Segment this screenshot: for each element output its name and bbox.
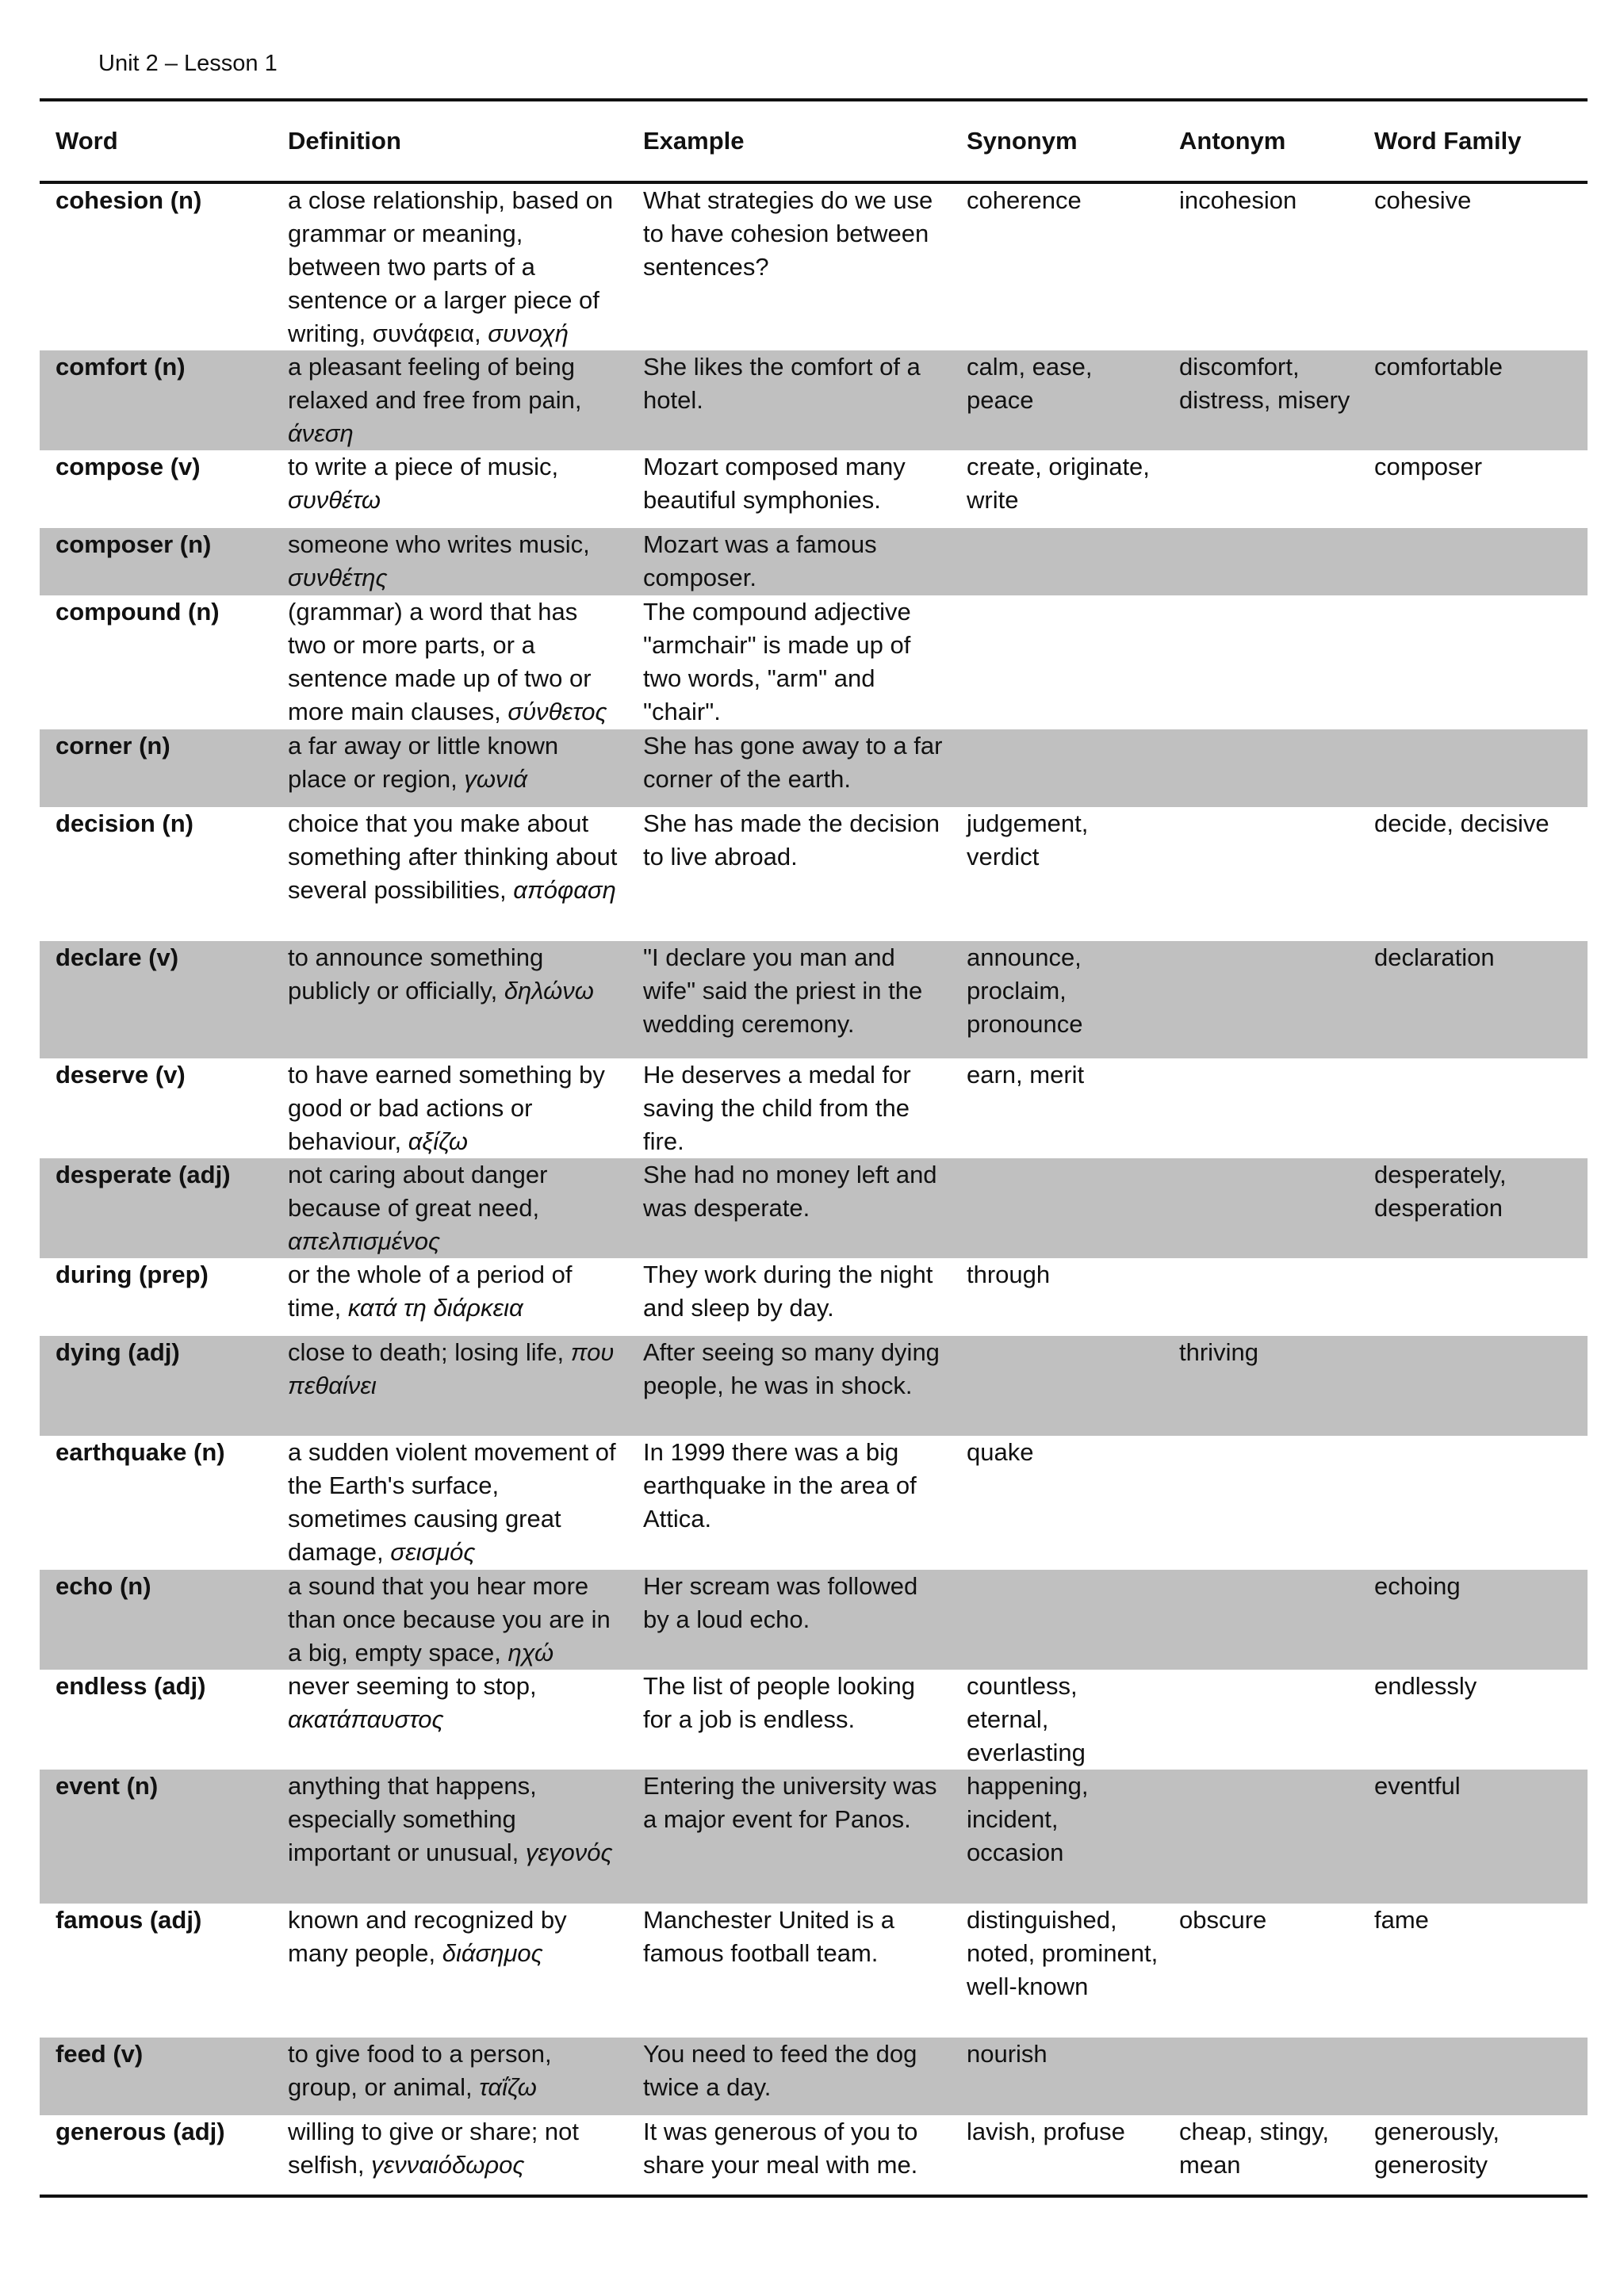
table-row	[40, 1770, 1588, 1904]
word-family-cell	[1358, 1058, 1588, 1158]
word-family-cell	[1358, 1258, 1588, 1336]
example-cell: Entering the university was a major event for Panos.	[627, 1770, 951, 1904]
page-header: Unit 2 – Lesson 1	[98, 51, 278, 76]
greek-translation: απελπισμένος	[288, 1227, 441, 1255]
synonym-cell: nourish	[951, 2038, 1163, 2115]
word-cell: during (prep)	[56, 1261, 209, 1288]
greek-translation: διάσημος	[442, 1939, 543, 1967]
antonym-cell	[1163, 1770, 1358, 1904]
vocabulary-table	[40, 98, 1588, 2198]
word-cell: desperate (adj)	[40, 1158, 272, 1258]
greek-translation: ηχώ	[508, 1639, 554, 1667]
word-cell: decision (n)	[56, 809, 193, 837]
greek-translation: ακατάπαυστος	[288, 1705, 444, 1733]
word-cell: comfort (n)	[40, 350, 272, 450]
definition-cell	[272, 182, 627, 350]
synonym-cell: coherence	[967, 186, 1082, 214]
definition-text: close to death; losing life,	[288, 1338, 565, 1366]
greek-translation: αξίζω	[408, 1127, 469, 1155]
greek-translation: σεισμός	[390, 1538, 476, 1566]
example-cell: She likes the comfort of a hotel.	[627, 350, 951, 450]
word-family-cell: comfortable	[1358, 350, 1588, 450]
example-cell: They work during the night and sleep by day.	[643, 1261, 933, 1322]
definition-cell	[272, 1570, 627, 1670]
example-cell: After seeing so many dying people, he was in shock.	[627, 1336, 951, 1436]
word-family-cell: composer	[1374, 453, 1483, 480]
table-row	[40, 1904, 1588, 2038]
column-header-word: Word	[40, 100, 272, 182]
word-family-cell: desperately, desperation	[1358, 1158, 1588, 1258]
example-cell: The list of people looking for a job is endless.	[643, 1672, 915, 1733]
definition-text: a sound that you hear more than once because you are in a big, empty space,	[288, 1572, 611, 1667]
word-family-cell	[1358, 729, 1588, 807]
definition-text: choice that you make about something after thinking about several possibilities,	[288, 809, 618, 904]
antonym-cell: obscure	[1179, 1906, 1267, 1934]
column-header-definition: Definition	[272, 100, 627, 182]
definition-text: to announce something publicly or officially,	[288, 943, 544, 1004]
greek-translation: γωνιά	[464, 765, 528, 793]
definition-text: to write a piece of music,	[288, 453, 559, 480]
synonym-cell	[951, 595, 1163, 729]
definition-cell	[272, 807, 627, 941]
synonym-cell: create, originate, write	[967, 453, 1150, 514]
word-cell: echo (n)	[40, 1570, 272, 1670]
definition-text: to give food to a person, group, or animal,	[288, 2040, 552, 2101]
example-cell: She has made the decision to live abroad.	[643, 809, 940, 871]
synonym-cell: quake	[967, 1438, 1034, 1466]
synonym-cell: distinguished, noted, prominent, well-known	[967, 1906, 1159, 2000]
definition-cell	[272, 528, 627, 595]
antonym-cell: incohesion	[1179, 186, 1297, 214]
definition-text: known and recognized by many people,	[288, 1906, 567, 1967]
synonym-cell: countless, eternal, everlasting	[967, 1672, 1086, 1766]
definition-cell	[272, 1058, 627, 1158]
example-cell: "I declare you man and wife" said the priest in the wedding ceremony.	[627, 941, 951, 1058]
synonym-cell: calm, ease, peace	[951, 350, 1163, 450]
example-cell: It was generous of you to share your meal with me.	[643, 2118, 918, 2179]
word-family-cell: fame	[1374, 1906, 1429, 1934]
example-cell: Manchester United is a famous football team.	[643, 1906, 895, 1967]
greek-translation: σύνθετος	[508, 698, 607, 725]
greek-translation: συνθέτης	[288, 564, 388, 591]
antonym-cell	[1163, 595, 1358, 729]
greek-translation: γενναιόδωρος	[371, 2151, 525, 2179]
antonym-cell	[1163, 1670, 1358, 1770]
word-cell: compose (v)	[56, 453, 201, 480]
word-cell: generous (adj)	[56, 2118, 225, 2145]
column-header-word-family: Word Family	[1358, 100, 1588, 182]
word-cell: corner (n)	[40, 729, 272, 807]
synonym-cell: announce, proclaim, pronounce	[951, 941, 1163, 1058]
word-cell: compound (n)	[56, 598, 220, 626]
definition-text: or the whole of a period of time,	[288, 1261, 573, 1322]
definition-cell	[272, 595, 627, 729]
antonym-cell: thriving	[1163, 1336, 1358, 1436]
table-row	[40, 807, 1588, 941]
word-cell: earthquake (n)	[56, 1438, 225, 1466]
antonym-cell	[1163, 1436, 1358, 1570]
table-body	[40, 182, 1588, 2196]
greek-translation: ταΐζω	[479, 2073, 537, 2101]
table-row	[40, 2115, 1588, 2196]
table-row	[40, 1670, 1588, 1770]
word-family-cell	[1358, 595, 1588, 729]
synonym-cell	[951, 729, 1163, 807]
synonym-cell: happening, incident, occasion	[951, 1770, 1163, 1904]
word-cell: feed (v)	[40, 2038, 272, 2115]
synonym-cell: judgement, verdict	[967, 809, 1089, 871]
table-row	[40, 528, 1588, 595]
word-cell: endless (adj)	[56, 1672, 206, 1700]
greek-translation: συνοχή	[488, 320, 569, 347]
table-row	[40, 1258, 1588, 1336]
word-family-cell: eventful	[1358, 1770, 1588, 1904]
definition-cell	[272, 2115, 627, 2196]
greek-translation: που πεθαίνει	[288, 1338, 615, 1399]
antonym-cell: cheap, stingy, mean	[1179, 2118, 1329, 2179]
column-header-example: Example	[627, 100, 951, 182]
definition-cell	[272, 2038, 627, 2115]
word-family-cell	[1358, 2038, 1588, 2115]
definition-text: a sudden violent movement of the Earth's surface, sometimes causing great damage,	[288, 1438, 616, 1566]
definition-cell	[272, 1670, 627, 1770]
table-row	[40, 2038, 1588, 2115]
definition-cell	[272, 729, 627, 807]
table-row	[40, 1336, 1588, 1436]
table-row	[40, 182, 1588, 350]
table-row	[40, 595, 1588, 729]
greek-translation: άνεση	[288, 419, 354, 447]
greek-translation: απόφαση	[513, 876, 616, 904]
definition-text: anything that happens, especially something important or unusual,	[288, 1772, 537, 1866]
word-cell: cohesion (n)	[56, 186, 202, 214]
antonym-cell	[1163, 1158, 1358, 1258]
example-cell: In 1999 there was a big earthquake in the area of Attica.	[643, 1438, 917, 1533]
antonym-cell	[1163, 729, 1358, 807]
word-family-cell	[1358, 528, 1588, 595]
example-cell: She had no money left and was desperate.	[627, 1158, 951, 1258]
word-cell: deserve (v)	[56, 1061, 186, 1089]
definition-text: a far away or little known place or region,	[288, 732, 559, 793]
word-family-cell: endlessly	[1374, 1672, 1477, 1700]
example-cell: The compound adjective "armchair" is made up of two words, "arm" and "chair".	[643, 598, 911, 725]
word-cell: composer (n)	[40, 528, 272, 595]
definition-cell	[272, 1436, 627, 1570]
table-row	[40, 729, 1588, 807]
table-row	[40, 941, 1588, 1058]
table-row	[40, 1570, 1588, 1670]
antonym-cell	[1163, 1058, 1358, 1158]
definition-cell	[272, 350, 627, 450]
synonym-cell: earn, merit	[967, 1061, 1085, 1089]
definition-text: never seeming to stop,	[288, 1672, 537, 1700]
word-cell: dying (adj)	[40, 1336, 272, 1436]
column-header-synonym: Synonym	[951, 100, 1163, 182]
antonym-cell	[1163, 1258, 1358, 1336]
antonym-cell	[1163, 528, 1358, 595]
word-cell: famous (adj)	[56, 1906, 202, 1934]
word-family-cell	[1358, 1336, 1588, 1436]
definition-text: someone who writes music,	[288, 530, 590, 558]
word-family-cell: declaration	[1358, 941, 1588, 1058]
word-cell: event (n)	[40, 1770, 272, 1904]
definition-text: willing to give or share; not selfish,	[288, 2118, 580, 2179]
example-cell: She has gone away to a far corner of the earth.	[627, 729, 951, 807]
synonym-cell: lavish, profuse	[967, 2118, 1125, 2145]
synonym-cell	[951, 528, 1163, 595]
synonym-cell	[951, 1158, 1163, 1258]
greek-translation: δηλώνω	[504, 977, 594, 1004]
antonym-cell	[1163, 807, 1358, 941]
header-row	[40, 100, 1588, 182]
table-row	[40, 1058, 1588, 1158]
example-cell: You need to feed the dog twice a day.	[627, 2038, 951, 2115]
example-cell: Her scream was followed by a loud echo.	[627, 1570, 951, 1670]
definition-text: a pleasant feeling of being relaxed and free from pain,	[288, 353, 582, 414]
greek-translation: γεγονός	[525, 1839, 613, 1866]
word-family-cell: cohesive	[1374, 186, 1472, 214]
definition-text: not caring about danger because of great need,	[288, 1161, 548, 1222]
definition-cell	[272, 1158, 627, 1258]
synonym-cell	[951, 1336, 1163, 1436]
definition-cell	[272, 1258, 627, 1336]
example-cell: Mozart was a famous composer.	[627, 528, 951, 595]
synonym-cell: through	[967, 1261, 1051, 1288]
greek-translation: συνθέτω	[288, 486, 381, 514]
definition-cell	[272, 941, 627, 1058]
word-family-cell: generously, generosity	[1374, 2118, 1500, 2179]
column-header-antonym: Antonym	[1163, 100, 1358, 182]
table-row	[40, 350, 1588, 450]
table-row	[40, 450, 1588, 528]
definition-text: to have earned something by good or bad actions or behaviour,	[288, 1061, 605, 1155]
definition-cell	[272, 1770, 627, 1904]
antonym-cell	[1163, 1570, 1358, 1670]
antonym-cell: discomfort, distress, misery	[1163, 350, 1358, 450]
antonym-cell	[1163, 450, 1358, 528]
antonym-cell	[1163, 941, 1358, 1058]
greek-translation: κατά τη διάρκεια	[347, 1294, 523, 1322]
word-family-cell: echoing	[1358, 1570, 1588, 1670]
definition-text: (grammar) a word that has two or more parts, or a sentence made up of two or more main clauses,	[288, 598, 592, 725]
definition-cell	[272, 450, 627, 528]
definition-cell	[272, 1904, 627, 2038]
table-row	[40, 1158, 1588, 1258]
example-cell: What strategies do we use to have cohesion between sentences?	[643, 186, 933, 281]
definition-text: a close relationship, based on grammar or meaning, between two parts of a sentence or a larger piece of writing, συνάφεια,	[288, 186, 614, 347]
word-family-cell	[1358, 1436, 1588, 1570]
table-row	[40, 1436, 1588, 1570]
synonym-cell	[951, 1570, 1163, 1670]
antonym-cell	[1163, 2038, 1358, 2115]
example-cell: Mozart composed many beautiful symphonies.	[643, 453, 906, 514]
definition-cell	[272, 1336, 627, 1436]
word-family-cell: decide, decisive	[1374, 809, 1549, 837]
word-cell: declare (v)	[40, 941, 272, 1058]
example-cell: He deserves a medal for saving the child from the fire.	[643, 1061, 911, 1155]
